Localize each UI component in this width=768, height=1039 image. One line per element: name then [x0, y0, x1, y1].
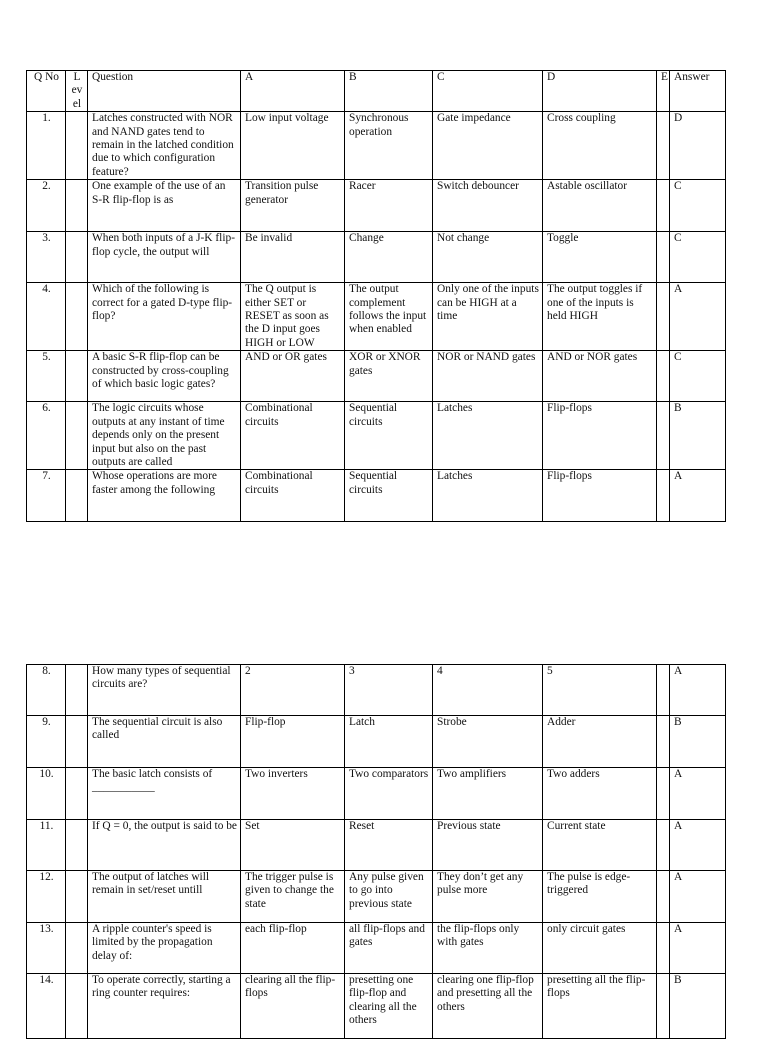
answer-cell: A: [670, 665, 726, 716]
answer-cell: A: [670, 768, 726, 820]
answer-cell: B: [670, 974, 726, 1039]
option-c-cell: They don’t get any pulse more: [433, 871, 543, 923]
qno-cell: 11.: [27, 820, 66, 871]
answer-cell: B: [670, 716, 726, 768]
question-cell: Whose operations are more faster among the following: [88, 470, 241, 522]
qno-cell: 9.: [27, 716, 66, 768]
option-b-cell: Racer: [345, 180, 433, 232]
qno-cell: 3.: [27, 232, 66, 283]
option-b-cell: Change: [345, 232, 433, 283]
option-c-cell: clearing one flip-flop and presetting all the others: [433, 974, 543, 1039]
question-cell: The output of latches will remain in set/reset untill: [88, 871, 241, 923]
table-row: [27, 974, 726, 1039]
answer-cell: A: [670, 820, 726, 871]
option-e-cell: [657, 974, 670, 1039]
answer-cell: B: [670, 402, 726, 470]
option-a-cell: Flip-flop: [241, 716, 345, 768]
option-e-cell: [657, 402, 670, 470]
option-d-cell: The output toggles if one of the inputs is held HIGH: [543, 283, 657, 351]
header-d: D: [543, 71, 657, 112]
option-d-cell: Flip-flops: [543, 402, 657, 470]
option-b-cell: 3: [345, 665, 433, 716]
option-a-cell: Combinational circuits: [241, 402, 345, 470]
option-a-cell: Combinational circuits: [241, 470, 345, 522]
answer-cell: A: [670, 871, 726, 923]
option-e-cell: [657, 923, 670, 974]
answer-cell: A: [670, 470, 726, 522]
question-cell: One example of the use of an S-R flip-flop is as: [88, 180, 241, 232]
question-cell: A ripple counter's speed is limited by the propagation delay of:: [88, 923, 241, 974]
header-b: B: [345, 71, 433, 112]
option-e-cell: [657, 283, 670, 351]
option-c-cell: Previous state: [433, 820, 543, 871]
level-cell: [66, 402, 88, 470]
option-b-cell: Latch: [345, 716, 433, 768]
header-row: [27, 71, 726, 112]
question-cell: The logic circuits whose outputs at any instant of time depends only on the present input but also on the past outputs are called: [88, 402, 241, 470]
option-c-cell: Latches: [433, 470, 543, 522]
option-b-cell: Two comparators: [345, 768, 433, 820]
question-table-1: [26, 70, 726, 522]
qno-cell: 12.: [27, 871, 66, 923]
table-1-body: [27, 71, 726, 522]
question-cell: When both inputs of a J-K flip-flop cycle, the output will: [88, 232, 241, 283]
qno-cell: 14.: [27, 974, 66, 1039]
answer-cell: A: [670, 283, 726, 351]
level-cell: [66, 351, 88, 402]
option-e-cell: [657, 665, 670, 716]
header-c: C: [433, 71, 543, 112]
level-cell: [66, 768, 88, 820]
option-c-cell: NOR or NAND gates: [433, 351, 543, 402]
option-d-cell: only circuit gates: [543, 923, 657, 974]
option-d-cell: Two adders: [543, 768, 657, 820]
option-e-cell: [657, 820, 670, 871]
answer-cell: C: [670, 180, 726, 232]
level-cell: [66, 871, 88, 923]
question-cell: The sequential circuit is also called: [88, 716, 241, 768]
question-cell: The basic latch consists of ___________: [88, 768, 241, 820]
option-d-cell: 5: [543, 665, 657, 716]
option-b-cell: Reset: [345, 820, 433, 871]
table-row: [27, 820, 726, 871]
option-c-cell: Not change: [433, 232, 543, 283]
qno-cell: 4.: [27, 283, 66, 351]
option-c-cell: Only one of the inputs can be HIGH at a time: [433, 283, 543, 351]
qno-cell: 6.: [27, 402, 66, 470]
qno-cell: 8.: [27, 665, 66, 716]
table-row: [27, 871, 726, 923]
option-d-cell: Toggle: [543, 232, 657, 283]
answer-cell: D: [670, 112, 726, 180]
level-cell: [66, 716, 88, 768]
table-row: [27, 112, 726, 180]
option-a-cell: Transition pulse generator: [241, 180, 345, 232]
table-row: [27, 470, 726, 522]
option-b-cell: presetting one flip-flop and clearing all the others: [345, 974, 433, 1039]
question-cell: How many types of sequential circuits are?: [88, 665, 241, 716]
option-a-cell: Be invalid: [241, 232, 345, 283]
table-2-body: [27, 665, 726, 1039]
level-cell: [66, 665, 88, 716]
qno-cell: 2.: [27, 180, 66, 232]
table-row: [27, 232, 726, 283]
table-row: [27, 768, 726, 820]
option-c-cell: Latches: [433, 402, 543, 470]
option-e-cell: [657, 716, 670, 768]
option-d-cell: AND or NOR gates: [543, 351, 657, 402]
table-row: [27, 180, 726, 232]
level-cell: [66, 180, 88, 232]
level-cell: [66, 112, 88, 180]
qno-cell: 1.: [27, 112, 66, 180]
option-e-cell: [657, 112, 670, 180]
option-d-cell: Current state: [543, 820, 657, 871]
answer-cell: C: [670, 232, 726, 283]
option-c-cell: Two amplifiers: [433, 768, 543, 820]
qno-cell: 7.: [27, 470, 66, 522]
table-row: [27, 351, 726, 402]
option-e-cell: [657, 180, 670, 232]
question-table-2: [26, 664, 726, 1039]
question-cell: To operate correctly, starting a ring counter requires:: [88, 974, 241, 1039]
option-a-cell: Two inverters: [241, 768, 345, 820]
option-d-cell: Astable oscillator: [543, 180, 657, 232]
option-a-cell: AND or OR gates: [241, 351, 345, 402]
option-a-cell: The trigger pulse is given to change the state: [241, 871, 345, 923]
header-qno: Q No: [27, 71, 66, 112]
table-row: [27, 665, 726, 716]
option-b-cell: Synchronous operation: [345, 112, 433, 180]
option-b-cell: Sequential circuits: [345, 470, 433, 522]
option-b-cell: Any pulse given to go into previous state: [345, 871, 433, 923]
option-d-cell: The pulse is edge-triggered: [543, 871, 657, 923]
option-a-cell: Set: [241, 820, 345, 871]
qno-cell: 5.: [27, 351, 66, 402]
option-b-cell: Sequential circuits: [345, 402, 433, 470]
option-a-cell: each flip-flop: [241, 923, 345, 974]
answer-cell: A: [670, 923, 726, 974]
option-c-cell: Strobe: [433, 716, 543, 768]
answer-cell: C: [670, 351, 726, 402]
level-cell: [66, 470, 88, 522]
option-e-cell: [657, 232, 670, 283]
option-d-cell: Adder: [543, 716, 657, 768]
question-cell: A basic S-R flip-flop can be constructed by cross-coupling of which basic logic gates?: [88, 351, 241, 402]
level-cell: [66, 232, 88, 283]
header-a: A: [241, 71, 345, 112]
question-cell: Latches constructed with NOR and NAND gates tend to remain in the latched condition due to which configuration feature?: [88, 112, 241, 180]
qno-cell: 13.: [27, 923, 66, 974]
level-cell: [66, 820, 88, 871]
option-c-cell: 4: [433, 665, 543, 716]
option-b-cell: all flip-flops and gates: [345, 923, 433, 974]
option-a-cell: clearing all the flip-flops: [241, 974, 345, 1039]
level-cell: [66, 923, 88, 974]
option-d-cell: Flip-flops: [543, 470, 657, 522]
level-cell: [66, 974, 88, 1039]
header-level: L ev el: [66, 71, 88, 112]
header-question: Question: [88, 71, 241, 112]
option-e-cell: [657, 470, 670, 522]
option-c-cell: Switch debouncer: [433, 180, 543, 232]
option-b-cell: XOR or XNOR gates: [345, 351, 433, 402]
option-c-cell: the flip-flops only with gates: [433, 923, 543, 974]
option-e-cell: [657, 351, 670, 402]
option-d-cell: presetting all the flip-flops: [543, 974, 657, 1039]
qno-cell: 10.: [27, 768, 66, 820]
header-answer: Answer: [670, 71, 726, 112]
level-cell: [66, 283, 88, 351]
option-a-cell: The Q output is either SET or RESET as soon as the D input goes HIGH or LOW: [241, 283, 345, 351]
table-row: [27, 402, 726, 470]
question-cell: If Q = 0, the output is said to be: [88, 820, 241, 871]
option-e-cell: [657, 768, 670, 820]
option-e-cell: [657, 871, 670, 923]
table-row: [27, 923, 726, 974]
table-row: [27, 283, 726, 351]
table-row: [27, 716, 726, 768]
option-a-cell: Low input voltage: [241, 112, 345, 180]
option-c-cell: Gate impedance: [433, 112, 543, 180]
option-d-cell: Cross coupling: [543, 112, 657, 180]
option-b-cell: The output complement follows the input when enabled: [345, 283, 433, 351]
question-cell: Which of the following is correct for a gated D-type flip-flop?: [88, 283, 241, 351]
header-e: E: [657, 71, 670, 112]
option-a-cell: 2: [241, 665, 345, 716]
